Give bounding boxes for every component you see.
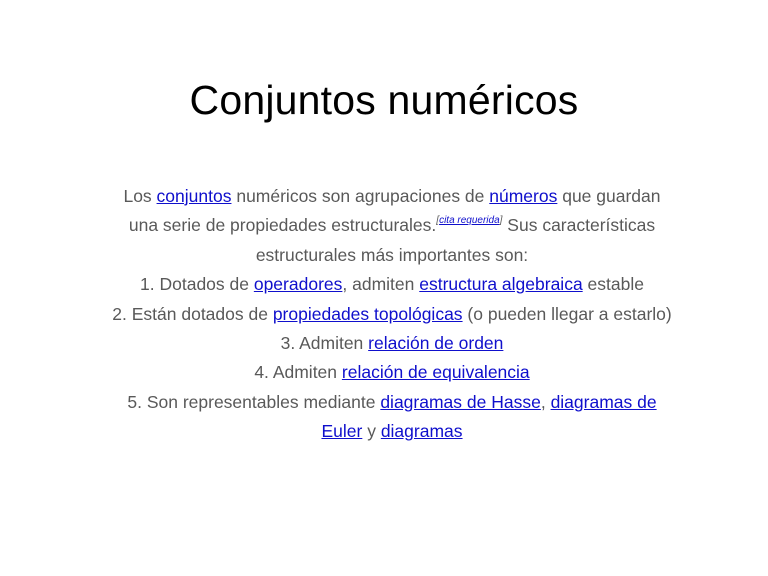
link-estructura-algebraica[interactable]: estructura algebraica bbox=[419, 274, 583, 295]
intro-text-4: Sus características estructurales más importantes son: bbox=[255, 215, 656, 265]
link-operadores[interactable]: operadores bbox=[253, 274, 343, 295]
item-4-text-1: 4. Admiten bbox=[254, 362, 342, 383]
cite-open-bracket: [ bbox=[436, 215, 440, 227]
list-item-1 bbox=[112, 270, 672, 299]
link-numeros[interactable]: números bbox=[489, 186, 558, 206]
item-1-text-1: 1. Dotados de bbox=[140, 274, 254, 295]
intro-paragraph bbox=[112, 182, 672, 270]
intro-text-1: Los bbox=[123, 186, 157, 206]
slide-title: Conjuntos numéricos bbox=[189, 77, 579, 123]
item-3-text-1: 3. Admiten bbox=[280, 333, 369, 354]
item-5-text-3: y bbox=[362, 421, 381, 442]
slide-body bbox=[112, 182, 672, 447]
link-relacion-de-equivalencia[interactable]: relación de equivalencia bbox=[341, 362, 530, 383]
link-diagramas[interactable]: diagramas bbox=[380, 421, 463, 442]
link-relacion-de-orden[interactable]: relación de orden bbox=[368, 333, 504, 354]
link-cita-requerida[interactable]: cita requerida bbox=[439, 215, 500, 227]
list-item-3 bbox=[112, 329, 672, 358]
list-item-2 bbox=[112, 300, 672, 329]
item-5-text-1: 5. Son representables mediante bbox=[127, 391, 381, 412]
link-conjuntos[interactable]: conjuntos bbox=[156, 186, 232, 206]
link-propiedades-topologicas[interactable]: propiedades topológicas bbox=[272, 303, 463, 324]
intro-text-2: numéricos son agrupaciones de bbox=[231, 186, 490, 206]
link-diagramas-de-hasse[interactable]: diagramas de Hasse bbox=[380, 391, 541, 412]
link-diagramas-de-euler[interactable]: diagramas de Euler bbox=[321, 391, 657, 442]
item-2-text-2: (o pueden llegar a estarlo) bbox=[462, 303, 672, 324]
citation-needed bbox=[436, 215, 502, 226]
list-item-4 bbox=[112, 358, 672, 387]
cite-close-bracket: ] bbox=[499, 215, 503, 227]
item-2-text-1: 2. Están dotados de bbox=[112, 303, 273, 324]
item-5-text-2: , bbox=[540, 391, 551, 412]
item-1-text-3: estable bbox=[582, 274, 644, 295]
intro-text-3: que guardan una serie de propiedades estructurales. bbox=[128, 186, 661, 236]
item-1-text-2: , admiten bbox=[342, 274, 420, 295]
list-item-5 bbox=[112, 388, 672, 447]
